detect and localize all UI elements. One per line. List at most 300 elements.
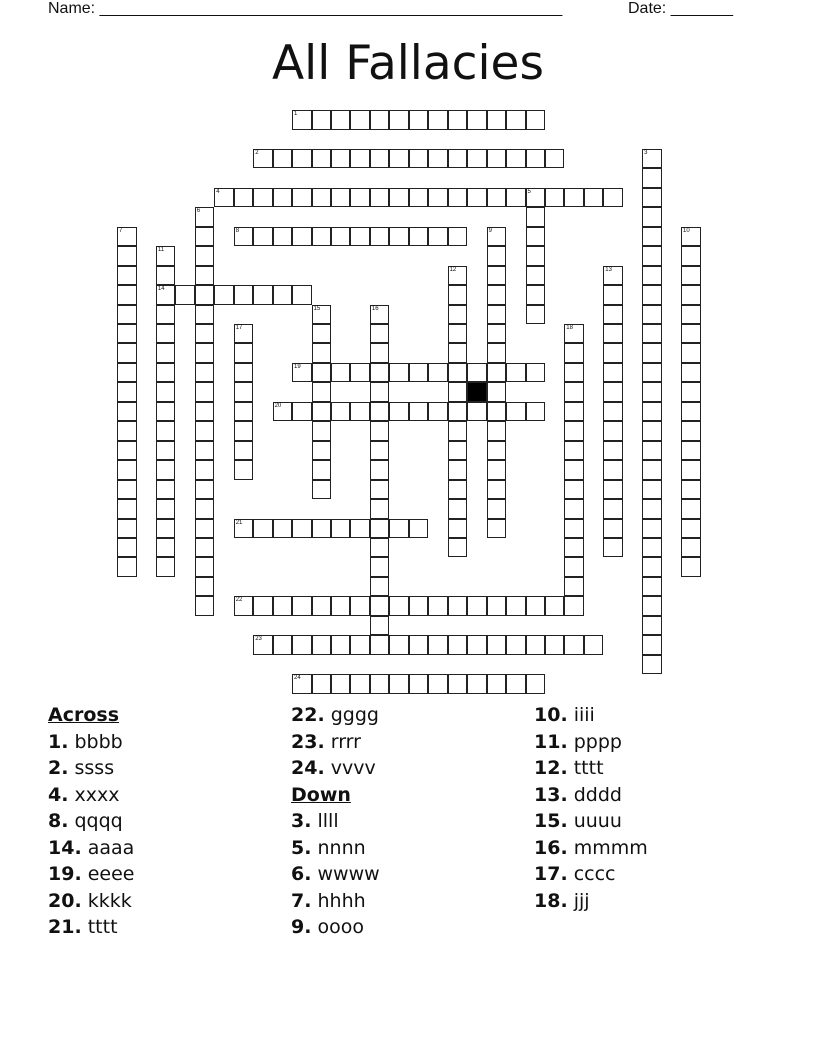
grid-cell[interactable] xyxy=(292,363,312,383)
grid-cell[interactable] xyxy=(564,402,584,422)
grid-cell[interactable] xyxy=(117,382,137,402)
grid-cell[interactable] xyxy=(603,460,623,480)
grid-cell[interactable] xyxy=(370,557,390,577)
grid-cell[interactable] xyxy=(292,519,312,539)
grid-cell[interactable] xyxy=(506,674,526,694)
grid-cell[interactable] xyxy=(331,188,351,208)
grid-cell[interactable] xyxy=(195,324,215,344)
grid-cell[interactable] xyxy=(331,674,351,694)
grid-cell[interactable] xyxy=(117,227,137,247)
grid-cell[interactable] xyxy=(195,499,215,519)
grid-cell[interactable] xyxy=(156,557,176,577)
grid-cell[interactable] xyxy=(681,499,701,519)
grid-cell[interactable] xyxy=(487,480,507,500)
grid-cell[interactable] xyxy=(253,149,273,169)
grid-cell[interactable] xyxy=(642,480,662,500)
grid-cell[interactable] xyxy=(117,305,137,325)
grid-cell[interactable] xyxy=(312,110,332,130)
grid-cell[interactable] xyxy=(156,343,176,363)
grid-cell[interactable] xyxy=(370,149,390,169)
grid-cell[interactable] xyxy=(253,635,273,655)
grid-cell[interactable] xyxy=(681,266,701,286)
grid-cell[interactable] xyxy=(273,188,293,208)
grid-cell[interactable] xyxy=(526,635,546,655)
grid-cell[interactable] xyxy=(448,149,468,169)
grid-cell[interactable] xyxy=(331,596,351,616)
grid-cell[interactable] xyxy=(603,499,623,519)
grid-cell[interactable] xyxy=(389,188,409,208)
grid-cell[interactable] xyxy=(642,266,662,286)
grid-cell[interactable] xyxy=(195,207,215,227)
grid-cell[interactable] xyxy=(312,441,332,461)
grid-cell[interactable] xyxy=(234,382,254,402)
grid-cell[interactable] xyxy=(117,499,137,519)
grid-cell[interactable] xyxy=(564,188,584,208)
grid-cell[interactable] xyxy=(195,266,215,286)
grid-cell[interactable] xyxy=(409,188,429,208)
grid-cell[interactable] xyxy=(350,635,370,655)
grid-cell[interactable] xyxy=(331,635,351,655)
grid-cell[interactable] xyxy=(117,266,137,286)
grid-cell[interactable] xyxy=(195,285,215,305)
grid-cell[interactable] xyxy=(370,674,390,694)
grid-cell[interactable] xyxy=(234,519,254,539)
grid-cell[interactable] xyxy=(487,363,507,383)
grid-cell[interactable] xyxy=(448,227,468,247)
grid-cell[interactable] xyxy=(195,343,215,363)
grid-cell[interactable] xyxy=(117,421,137,441)
grid-cell[interactable] xyxy=(526,305,546,325)
grid-cell[interactable] xyxy=(448,635,468,655)
grid-cell[interactable] xyxy=(370,324,390,344)
grid-cell[interactable] xyxy=(409,149,429,169)
grid-cell[interactable] xyxy=(273,635,293,655)
grid-cell[interactable] xyxy=(117,441,137,461)
grid-cell[interactable] xyxy=(545,635,565,655)
grid-cell[interactable] xyxy=(234,460,254,480)
grid-cell[interactable] xyxy=(487,674,507,694)
grid-cell[interactable] xyxy=(526,285,546,305)
grid-cell[interactable] xyxy=(331,402,351,422)
grid-cell[interactable] xyxy=(564,363,584,383)
grid-cell[interactable] xyxy=(487,635,507,655)
grid-cell[interactable] xyxy=(467,188,487,208)
grid-cell[interactable] xyxy=(642,499,662,519)
grid-cell[interactable] xyxy=(681,305,701,325)
grid-cell[interactable] xyxy=(526,363,546,383)
grid-cell[interactable] xyxy=(603,480,623,500)
grid-cell[interactable] xyxy=(642,305,662,325)
grid-cell[interactable] xyxy=(506,363,526,383)
grid-cell[interactable] xyxy=(389,674,409,694)
grid-cell[interactable] xyxy=(195,227,215,247)
grid-cell[interactable] xyxy=(681,421,701,441)
grid-cell[interactable] xyxy=(312,227,332,247)
grid-cell[interactable] xyxy=(506,402,526,422)
grid-cell[interactable] xyxy=(214,188,234,208)
grid-cell[interactable] xyxy=(195,305,215,325)
grid-cell[interactable] xyxy=(564,635,584,655)
grid-cell[interactable] xyxy=(117,343,137,363)
grid-cell[interactable] xyxy=(526,674,546,694)
grid-cell[interactable] xyxy=(642,285,662,305)
grid-cell[interactable] xyxy=(681,538,701,558)
grid-cell[interactable] xyxy=(603,188,623,208)
grid-cell[interactable] xyxy=(195,382,215,402)
grid-cell[interactable] xyxy=(526,402,546,422)
grid-cell[interactable] xyxy=(312,363,332,383)
grid-cell[interactable] xyxy=(370,343,390,363)
grid-cell[interactable] xyxy=(428,188,448,208)
grid-cell[interactable] xyxy=(117,519,137,539)
grid-cell[interactable] xyxy=(526,110,546,130)
grid-cell[interactable] xyxy=(681,557,701,577)
grid-cell[interactable] xyxy=(448,538,468,558)
grid-cell[interactable] xyxy=(545,188,565,208)
grid-cell[interactable] xyxy=(195,519,215,539)
grid-cell[interactable] xyxy=(156,460,176,480)
grid-cell[interactable] xyxy=(681,460,701,480)
grid-cell[interactable] xyxy=(428,402,448,422)
grid-cell[interactable] xyxy=(156,285,176,305)
grid-cell[interactable] xyxy=(603,343,623,363)
grid-cell[interactable] xyxy=(681,246,701,266)
grid-cell[interactable] xyxy=(487,188,507,208)
grid-cell[interactable] xyxy=(428,674,448,694)
grid-cell[interactable] xyxy=(370,577,390,597)
grid-cell[interactable] xyxy=(370,480,390,500)
grid-cell[interactable] xyxy=(642,616,662,636)
grid-cell[interactable] xyxy=(273,149,293,169)
grid-cell[interactable] xyxy=(681,285,701,305)
grid-cell[interactable] xyxy=(487,402,507,422)
grid-cell[interactable] xyxy=(156,480,176,500)
grid-cell[interactable] xyxy=(234,285,254,305)
grid-cell[interactable] xyxy=(487,110,507,130)
grid-cell[interactable] xyxy=(603,324,623,344)
grid-cell[interactable] xyxy=(603,363,623,383)
grid-cell[interactable] xyxy=(370,538,390,558)
grid-cell[interactable] xyxy=(526,207,546,227)
grid-cell[interactable] xyxy=(409,402,429,422)
grid-cell[interactable] xyxy=(642,538,662,558)
grid-cell[interactable] xyxy=(117,285,137,305)
grid-cell[interactable] xyxy=(350,149,370,169)
grid-cell[interactable] xyxy=(487,421,507,441)
grid-cell[interactable] xyxy=(603,402,623,422)
grid-cell[interactable] xyxy=(312,149,332,169)
grid-cell[interactable] xyxy=(409,519,429,539)
grid-cell[interactable] xyxy=(564,441,584,461)
grid-cell[interactable] xyxy=(642,402,662,422)
grid-cell[interactable] xyxy=(331,363,351,383)
grid-cell[interactable] xyxy=(564,421,584,441)
grid-cell[interactable] xyxy=(467,596,487,616)
grid-cell[interactable] xyxy=(117,460,137,480)
grid-cell[interactable] xyxy=(642,635,662,655)
grid-cell[interactable] xyxy=(234,421,254,441)
grid-cell[interactable] xyxy=(409,635,429,655)
grid-cell[interactable] xyxy=(603,519,623,539)
grid-cell[interactable] xyxy=(487,324,507,344)
grid-cell[interactable] xyxy=(234,324,254,344)
grid-cell[interactable] xyxy=(487,266,507,286)
grid-cell[interactable] xyxy=(564,557,584,577)
grid-cell[interactable] xyxy=(642,382,662,402)
grid-cell[interactable] xyxy=(370,596,390,616)
grid-cell[interactable] xyxy=(214,285,234,305)
grid-cell[interactable] xyxy=(506,149,526,169)
grid-cell[interactable] xyxy=(350,519,370,539)
grid-cell[interactable] xyxy=(331,110,351,130)
grid-cell[interactable] xyxy=(350,188,370,208)
grid-cell[interactable] xyxy=(389,110,409,130)
grid-cell[interactable] xyxy=(195,480,215,500)
grid-cell[interactable] xyxy=(370,421,390,441)
grid-cell[interactable] xyxy=(370,188,390,208)
grid-cell[interactable] xyxy=(409,227,429,247)
grid-cell[interactable] xyxy=(448,402,468,422)
grid-cell[interactable] xyxy=(195,538,215,558)
grid-cell[interactable] xyxy=(312,460,332,480)
grid-cell[interactable] xyxy=(117,324,137,344)
grid-cell[interactable] xyxy=(234,343,254,363)
grid-cell[interactable] xyxy=(448,266,468,286)
grid-cell[interactable] xyxy=(681,519,701,539)
grid-cell[interactable] xyxy=(350,363,370,383)
grid-cell[interactable] xyxy=(642,324,662,344)
grid-cell[interactable] xyxy=(526,149,546,169)
grid-cell[interactable] xyxy=(428,227,448,247)
grid-cell[interactable] xyxy=(564,460,584,480)
grid-cell[interactable] xyxy=(487,460,507,480)
grid-cell[interactable] xyxy=(448,343,468,363)
grid-cell[interactable] xyxy=(331,519,351,539)
grid-cell[interactable] xyxy=(564,577,584,597)
grid-cell[interactable] xyxy=(117,480,137,500)
grid-cell[interactable] xyxy=(428,110,448,130)
grid-cell[interactable] xyxy=(234,596,254,616)
grid-cell[interactable] xyxy=(234,363,254,383)
grid-cell[interactable] xyxy=(117,538,137,558)
grid-cell[interactable] xyxy=(448,382,468,402)
grid-cell[interactable] xyxy=(234,402,254,422)
grid-cell[interactable] xyxy=(312,402,332,422)
grid-cell[interactable] xyxy=(487,382,507,402)
grid-cell[interactable] xyxy=(603,421,623,441)
grid-cell[interactable] xyxy=(681,441,701,461)
grid-cell[interactable] xyxy=(331,149,351,169)
grid-cell[interactable] xyxy=(603,382,623,402)
grid-cell[interactable] xyxy=(156,324,176,344)
grid-cell[interactable] xyxy=(195,402,215,422)
grid-cell[interactable] xyxy=(389,149,409,169)
grid-cell[interactable] xyxy=(681,480,701,500)
grid-cell[interactable] xyxy=(273,227,293,247)
grid-cell[interactable] xyxy=(409,674,429,694)
grid-cell[interactable] xyxy=(603,538,623,558)
grid-cell[interactable] xyxy=(312,305,332,325)
grid-cell[interactable] xyxy=(506,635,526,655)
grid-cell[interactable] xyxy=(370,382,390,402)
grid-cell[interactable] xyxy=(642,596,662,616)
grid-cell[interactable] xyxy=(564,324,584,344)
grid-cell[interactable] xyxy=(448,324,468,344)
grid-cell[interactable] xyxy=(642,557,662,577)
grid-cell[interactable] xyxy=(409,363,429,383)
grid-cell[interactable] xyxy=(292,596,312,616)
grid-cell[interactable] xyxy=(389,402,409,422)
grid-cell[interactable] xyxy=(156,499,176,519)
grid-cell[interactable] xyxy=(526,266,546,286)
grid-cell[interactable] xyxy=(117,557,137,577)
grid-cell[interactable] xyxy=(448,285,468,305)
grid-cell[interactable] xyxy=(370,441,390,461)
grid-cell[interactable] xyxy=(584,188,604,208)
grid-cell[interactable] xyxy=(506,188,526,208)
grid-cell[interactable] xyxy=(389,596,409,616)
grid-cell[interactable] xyxy=(681,402,701,422)
grid-cell[interactable] xyxy=(564,596,584,616)
grid-cell[interactable] xyxy=(564,499,584,519)
grid-cell[interactable] xyxy=(448,596,468,616)
grid-cell[interactable] xyxy=(526,188,546,208)
grid-cell[interactable] xyxy=(370,227,390,247)
grid-cell[interactable] xyxy=(603,441,623,461)
grid-cell[interactable] xyxy=(487,343,507,363)
grid-cell[interactable] xyxy=(448,499,468,519)
grid-cell[interactable] xyxy=(117,402,137,422)
grid-cell[interactable] xyxy=(312,188,332,208)
grid-cell[interactable] xyxy=(564,343,584,363)
grid-cell[interactable] xyxy=(389,635,409,655)
grid-cell[interactable] xyxy=(370,519,390,539)
grid-cell[interactable] xyxy=(156,266,176,286)
grid-cell[interactable] xyxy=(448,421,468,441)
grid-cell[interactable] xyxy=(681,363,701,383)
grid-cell[interactable] xyxy=(642,363,662,383)
grid-cell[interactable] xyxy=(642,149,662,169)
grid-cell[interactable] xyxy=(370,110,390,130)
grid-cell[interactable] xyxy=(642,343,662,363)
grid-cell[interactable] xyxy=(331,227,351,247)
grid-cell[interactable] xyxy=(273,285,293,305)
grid-cell[interactable] xyxy=(603,305,623,325)
grid-cell[interactable] xyxy=(156,382,176,402)
grid-cell[interactable] xyxy=(642,168,662,188)
grid-cell[interactable] xyxy=(292,402,312,422)
grid-cell[interactable] xyxy=(312,382,332,402)
grid-cell[interactable] xyxy=(156,363,176,383)
grid-cell[interactable] xyxy=(603,285,623,305)
grid-cell[interactable] xyxy=(487,305,507,325)
grid-cell[interactable] xyxy=(487,596,507,616)
grid-cell[interactable] xyxy=(448,363,468,383)
grid-cell[interactable] xyxy=(370,635,390,655)
grid-cell[interactable] xyxy=(448,519,468,539)
grid-cell[interactable] xyxy=(273,519,293,539)
grid-cell[interactable] xyxy=(487,519,507,539)
grid-cell[interactable] xyxy=(467,674,487,694)
grid-cell[interactable] xyxy=(350,674,370,694)
grid-cell[interactable] xyxy=(292,188,312,208)
grid-cell[interactable] xyxy=(681,382,701,402)
grid-cell[interactable] xyxy=(467,635,487,655)
grid-cell[interactable] xyxy=(428,635,448,655)
grid-cell[interactable] xyxy=(467,110,487,130)
grid-cell[interactable] xyxy=(195,557,215,577)
grid-cell[interactable] xyxy=(448,305,468,325)
grid-cell[interactable] xyxy=(526,227,546,247)
grid-cell[interactable] xyxy=(487,499,507,519)
grid-cell[interactable] xyxy=(350,227,370,247)
grid-cell[interactable] xyxy=(487,227,507,247)
grid-cell[interactable] xyxy=(642,577,662,597)
grid-cell[interactable] xyxy=(389,519,409,539)
grid-cell[interactable] xyxy=(467,402,487,422)
grid-cell[interactable] xyxy=(312,596,332,616)
grid-cell[interactable] xyxy=(312,674,332,694)
grid-cell[interactable] xyxy=(448,460,468,480)
grid-cell[interactable] xyxy=(292,149,312,169)
grid-cell[interactable] xyxy=(506,110,526,130)
grid-cell[interactable] xyxy=(681,324,701,344)
grid-cell[interactable] xyxy=(428,596,448,616)
grid-cell[interactable] xyxy=(487,285,507,305)
grid-cell[interactable] xyxy=(584,635,604,655)
grid-cell[interactable] xyxy=(681,227,701,247)
grid-cell[interactable] xyxy=(195,441,215,461)
grid-cell[interactable] xyxy=(603,266,623,286)
grid-cell[interactable] xyxy=(642,519,662,539)
grid-cell[interactable] xyxy=(312,324,332,344)
grid-cell[interactable] xyxy=(389,227,409,247)
grid-cell[interactable] xyxy=(487,441,507,461)
grid-cell[interactable] xyxy=(370,499,390,519)
grid-cell[interactable] xyxy=(370,460,390,480)
grid-cell[interactable] xyxy=(253,188,273,208)
grid-cell[interactable] xyxy=(487,246,507,266)
grid-cell[interactable] xyxy=(370,402,390,422)
grid-cell[interactable] xyxy=(564,480,584,500)
grid-cell[interactable] xyxy=(117,363,137,383)
grid-cell[interactable] xyxy=(642,441,662,461)
grid-cell[interactable] xyxy=(448,674,468,694)
grid-cell[interactable] xyxy=(642,421,662,441)
grid-cell[interactable] xyxy=(273,596,293,616)
grid-cell[interactable] xyxy=(175,285,195,305)
grid-cell[interactable] xyxy=(312,480,332,500)
grid-cell[interactable] xyxy=(253,596,273,616)
grid-cell[interactable] xyxy=(389,363,409,383)
grid-cell[interactable] xyxy=(526,246,546,266)
grid-cell[interactable] xyxy=(312,421,332,441)
grid-cell[interactable] xyxy=(467,149,487,169)
grid-cell[interactable] xyxy=(253,519,273,539)
grid-cell[interactable] xyxy=(156,402,176,422)
grid-cell[interactable] xyxy=(350,110,370,130)
grid-cell[interactable] xyxy=(253,285,273,305)
grid-cell[interactable] xyxy=(448,110,468,130)
grid-cell[interactable] xyxy=(564,519,584,539)
grid-cell[interactable] xyxy=(350,402,370,422)
grid-cell[interactable] xyxy=(681,343,701,363)
grid-cell[interactable] xyxy=(156,305,176,325)
grid-cell[interactable] xyxy=(409,596,429,616)
grid-cell[interactable] xyxy=(448,480,468,500)
grid-cell[interactable] xyxy=(428,149,448,169)
grid-cell[interactable] xyxy=(564,382,584,402)
